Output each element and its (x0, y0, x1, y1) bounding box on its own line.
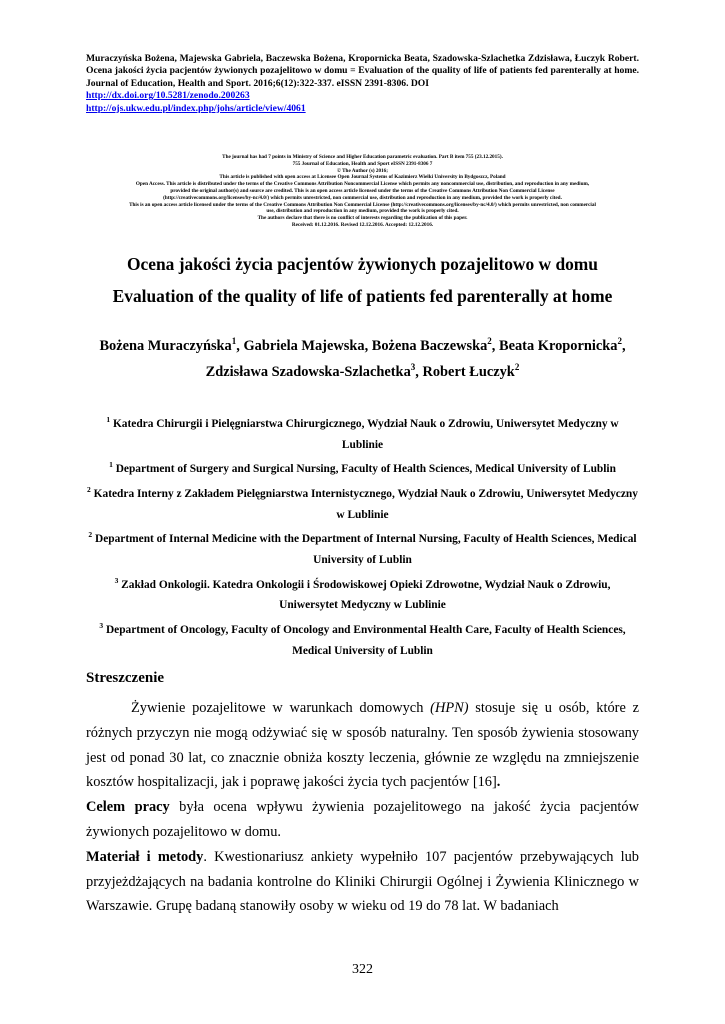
notice-line: This is an open access article licensed under the terms of the Creative Commons Attribution Non Commercial License (http://creativecommons.org/licenses/by-nc/4.0/) which permits unrestricted, non commercial (129, 201, 596, 208)
abstract-abbreviation: (HPN) (430, 700, 469, 716)
notice-line: Received: 01.12.2016. Revised 12.12.2016. Accepted: 12.12.2016. (291, 221, 434, 228)
abstract-text: stosuje się u osób, które z różnych przyczyn nie mogą odżywiać się w sposób naturalny. Ten sposób żywienia stosowany jest od ponad 30 lat, co znacznie obniża koszty leczenia, głównie ze względu na zmniejszenie kosztów hospitalizacji, jak i poprawę jakości życia tych pacjentów [16] (86, 700, 640, 791)
author-name: Robert Łuczyk (422, 363, 515, 380)
abstract-paragraph (86, 845, 639, 919)
notice-line: The journal has had 7 points in Ministry of Science and Higher Education parametric evaluation. Part B item 755 (23.12.2015). (222, 154, 503, 160)
citation-block (86, 53, 639, 115)
doi-link[interactable]: http://dx.doi.org/10.5281/zenodo.200263 (86, 90, 250, 102)
abstract-body (86, 696, 639, 919)
notice-line: The authors declare that there is no conflict of interests regarding the publication of this paper. (257, 215, 468, 222)
notice-line: (http://creativecommons.org/licenses/by-nc/4.0/) which permits unrestricted, non commercial use, distribution and reproduction in any medium, provided the work is properly cited. (163, 194, 562, 201)
author-separator: , (364, 337, 372, 354)
affiliation-text: Zakład Onkologii. Katedra Onkologii i Środowiskowej Opieki Zdrowotne, Wydział Nauk o Zdrowiu, Uniwersytet Medyczny w Lublinie (118, 578, 611, 612)
notice-line: use, distribution and reproduction in any medium, provided the work is properly cited. (266, 208, 459, 215)
license-notice (60, 154, 665, 229)
author-separator: , (491, 337, 499, 354)
notice-line: This article is published with open access at Licensee Open Journal Systems of Kazimierz Wielki University in Bydgoszcz, Poland (219, 174, 506, 181)
abstract-paragraph (86, 696, 639, 795)
affiliation-text: Department of Internal Medicine with the Department of Internal Nursing, Faculty of Health Sciences, Medical University of Lublin (92, 533, 637, 566)
affiliation (86, 525, 639, 570)
affiliation-marker: 3 (114, 575, 119, 585)
affiliation-text: Katedra Chirurgii i Pielęgniarstwa Chirurgicznego, Wydział Nauk o Zdrowiu, Uniwersytet Medyczny w Lublinie (110, 417, 619, 451)
affiliation (86, 455, 639, 480)
abstract-label: Celem pracy (86, 799, 170, 816)
affiliations (86, 410, 639, 662)
affiliation (86, 571, 639, 616)
abstract-paragraph (86, 795, 639, 845)
affiliation-text: Katedra Interny z Zakładem Pielęgniarstwa Internistycznego, Wydział Nauk o Zdrowiu, Uniwersytet Medyczny w Lublinie (90, 487, 638, 521)
article-link[interactable]: http://ojs.ukw.edu.pl/index.php/johs/article/view/4061 (86, 102, 306, 114)
notice-line: Open Access. This article is distributed under the terms of the Creative Commons Attribution Noncommercial License which permits any noncommercial use, distribution, and reproduction in any medium, (135, 181, 590, 188)
author-affiliation-marker: 1 (231, 336, 237, 346)
affiliation (86, 480, 639, 525)
abstract-text: była ocena wpływu żywienia pozajelitowego na jakość życia pacjentów żywionych pozajelitowo w domu. (86, 799, 639, 840)
author-separator: , (415, 363, 423, 380)
authors-line-2 (40, 362, 685, 381)
affiliation (86, 616, 639, 661)
author-name: Bożena Baczewska (371, 337, 488, 354)
abstract-text: . Kwestionariusz ankiety wypełniło 107 pacjentów przebywających lub przyjeżdżających na badania kontrolne do Kliniki Chirurgii Ogólnej i Żywienia Klinicznego w Warszawie. Grupę badaną stanowiły osoby w wieku od 19 do 78 lat. W badaniach (86, 848, 640, 915)
abstract-heading: Streszczenie (86, 670, 165, 686)
author-name: Gabriela Majewska (243, 337, 365, 354)
authors-line-1 (40, 336, 685, 355)
author-name: Bożena Muraczyńska (99, 337, 232, 354)
affiliation-marker: 1 (109, 460, 113, 470)
author-separator: , (621, 337, 626, 354)
abstract-label: Materiał i metody (86, 848, 204, 865)
author-affiliation-marker: 3 (410, 362, 416, 372)
affiliation-marker: 1 (106, 415, 111, 424)
author-name: Zdzisława Szadowska-Szlachetka (205, 363, 411, 380)
title-english: Evaluation of the quality of life of patients fed parenterally at home (112, 286, 613, 306)
abstract-text: Żywienie pozajelitowe w warunkach domowych (131, 700, 431, 716)
abstract-period: . (496, 774, 501, 791)
author-separator: , (236, 337, 244, 354)
affiliation-marker: 2 (88, 530, 93, 540)
title-polish: Ocena jakości życia pacjentów żywionych pozajelitowo w domu (127, 254, 598, 274)
author-affiliation-marker: 2 (487, 336, 492, 346)
author-affiliation-marker: 2 (617, 336, 622, 346)
notice-line: 755 Journal of Education, Health and Sport eISSN 2391-8306 7 (292, 160, 433, 167)
affiliation-text: Department of Surgery and Surgical Nursing, Faculty of Health Sciences, Medical University of Lublin (112, 463, 616, 476)
author-name: Beata Kropornicka (498, 337, 618, 354)
affiliation-marker: 3 (99, 621, 104, 631)
notice-line: © The Author (s) 2016; (337, 167, 388, 174)
affiliation-marker: 2 (87, 484, 91, 494)
affiliation (86, 410, 639, 455)
author-affiliation-marker: 2 (514, 362, 520, 372)
citation-text: Muraczyńska Bożena, Majewska Gabriela, Baczewska Bożena, Kropornicka Beata, Szadowska-Szlachetka Zdzisława, Łuczyk Robert. Ocena jakości życia pacjentów żywionych pozajelitowo w domu = Evaluation of the quality of life of patients fed parenterally at home. Journal of Education, Health and Sport. 2016;6(12):322-337. eISSN 2391-8306. DOI (86, 53, 639, 89)
page-number: 322 (352, 962, 373, 977)
affiliation-text: Department of Oncology, Faculty of Oncology and Environmental Health Care, Faculty of Health Sciences, Medical University of Lublin (103, 623, 626, 657)
notice-line: provided the original author(s) and source are credited. This is an open access article licensed under the terms of the Creative Commons Attribution Non Commercial License (170, 187, 555, 194)
